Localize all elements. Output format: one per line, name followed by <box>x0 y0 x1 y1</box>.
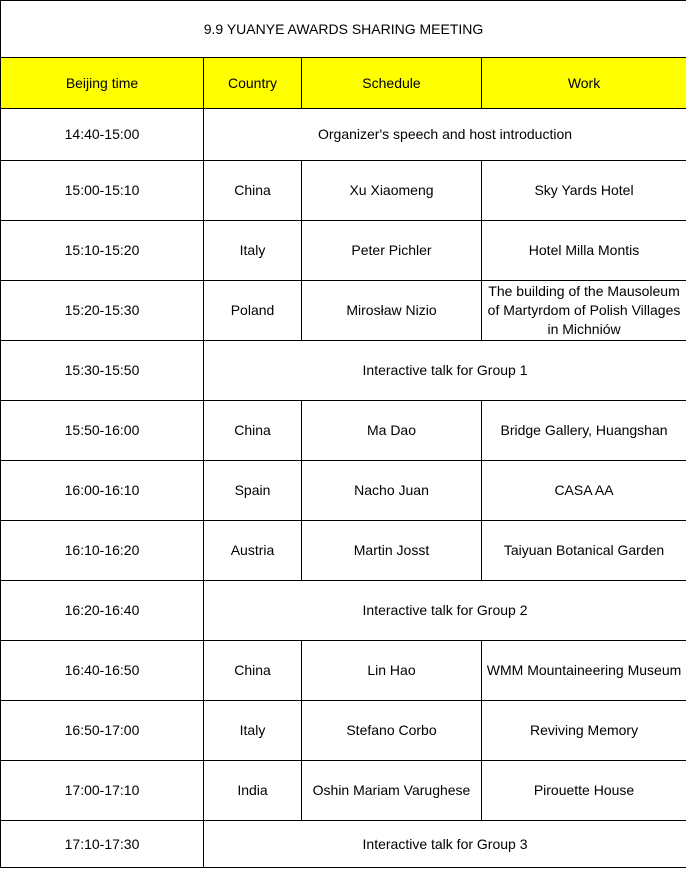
title-row <box>1 1 686 58</box>
time-cell: 16:10-16:20 <box>1 521 204 581</box>
table-row <box>1 641 686 701</box>
time-cell: 16:20-16:40 <box>1 581 204 641</box>
time-cell: 16:40-16:50 <box>1 641 204 701</box>
work-cell: Reviving Memory <box>482 701 686 761</box>
merged-cell: Interactive talk for Group 3 <box>204 821 686 868</box>
header-work: Work <box>482 58 686 109</box>
table-row <box>1 821 686 868</box>
country-cell: China <box>204 161 302 221</box>
schedule-cell: Nacho Juan <box>302 461 482 521</box>
schedule-cell: Lin Hao <box>302 641 482 701</box>
header-beijing-time: Beijing time <box>1 58 204 109</box>
schedule-cell: Xu Xiaomeng <box>302 161 482 221</box>
country-cell: Spain <box>204 461 302 521</box>
country-cell: India <box>204 761 302 821</box>
time-cell: 15:30-15:50 <box>1 341 204 401</box>
table-row <box>1 701 686 761</box>
table-row <box>1 521 686 581</box>
header-schedule: Schedule <box>302 58 482 109</box>
table-row <box>1 401 686 461</box>
country-cell: China <box>204 641 302 701</box>
work-cell: Pirouette House <box>482 761 686 821</box>
work-cell: Bridge Gallery, Huangshan <box>482 401 686 461</box>
time-cell: 15:50-16:00 <box>1 401 204 461</box>
table-row <box>1 109 686 161</box>
table-row <box>1 161 686 221</box>
work-cell: The building of the Mausoleum of Martyrdom of Polish Villages in Michniów <box>482 281 686 341</box>
merged-cell: Interactive talk for Group 1 <box>204 341 686 401</box>
table-row <box>1 341 686 401</box>
header-row <box>1 58 686 109</box>
work-cell: Sky Yards Hotel <box>482 161 686 221</box>
time-cell: 16:00-16:10 <box>1 461 204 521</box>
schedule-cell: Mirosław Nizio <box>302 281 482 341</box>
table-row <box>1 581 686 641</box>
work-cell: CASA AA <box>482 461 686 521</box>
time-cell: 15:00-15:10 <box>1 161 204 221</box>
country-cell: China <box>204 401 302 461</box>
schedule-cell: Peter Pichler <box>302 221 482 281</box>
table-row <box>1 281 686 341</box>
schedule-cell: Ma Dao <box>302 401 482 461</box>
table-row <box>1 461 686 521</box>
merged-cell: Organizer's speech and host introduction <box>204 109 686 161</box>
header-country: Country <box>204 58 302 109</box>
time-cell: 15:10-15:20 <box>1 221 204 281</box>
country-cell: Austria <box>204 521 302 581</box>
table-row <box>1 221 686 281</box>
time-cell: 15:20-15:30 <box>1 281 204 341</box>
work-cell: Taiyuan Botanical Garden <box>482 521 686 581</box>
country-cell: Italy <box>204 701 302 761</box>
time-cell: 17:10-17:30 <box>1 821 204 868</box>
time-cell: 16:50-17:00 <box>1 701 204 761</box>
time-cell: 14:40-15:00 <box>1 109 204 161</box>
table-title: 9.9 YUANYE AWARDS SHARING MEETING <box>1 1 686 58</box>
country-cell: Poland <box>204 281 302 341</box>
schedule-cell: Oshin Mariam Varughese <box>302 761 482 821</box>
table-row <box>1 761 686 821</box>
country-cell: Italy <box>204 221 302 281</box>
work-cell: WMM Mountaineering Museum <box>482 641 686 701</box>
time-cell: 17:00-17:10 <box>1 761 204 821</box>
merged-cell: Interactive talk for Group 2 <box>204 581 686 641</box>
work-cell: Hotel Milla Montis <box>482 221 686 281</box>
schedule-cell: Stefano Corbo <box>302 701 482 761</box>
schedule-cell: Martin Josst <box>302 521 482 581</box>
